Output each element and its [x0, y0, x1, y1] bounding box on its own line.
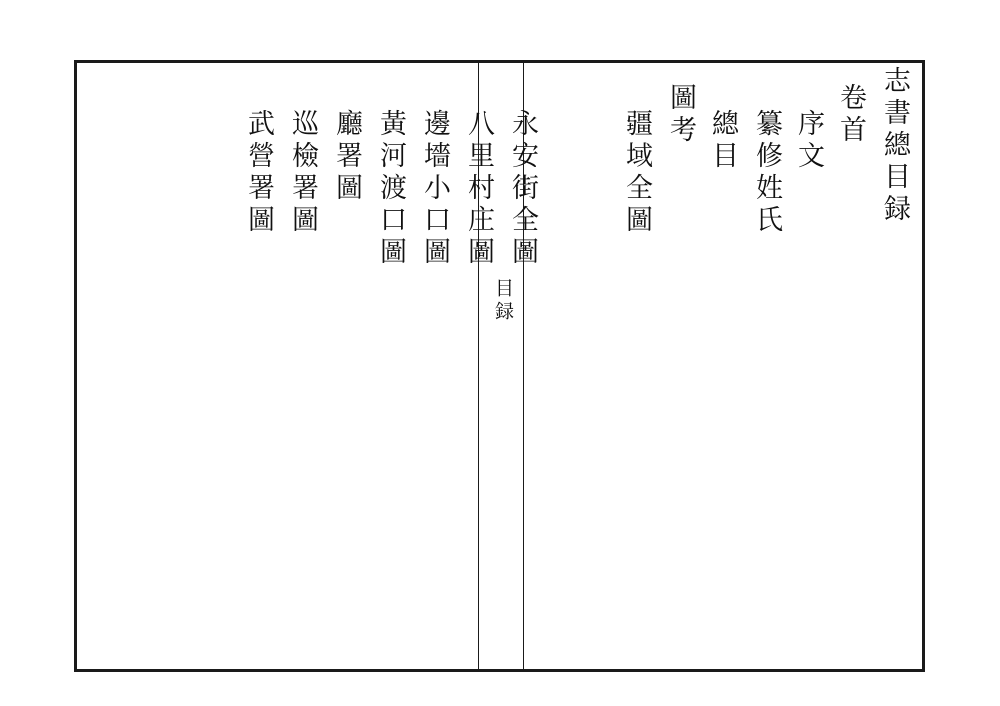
- toc-entry-xunjian-shu-tu: 巡檢署圖: [287, 109, 318, 237]
- toc-entry-tukao: 圖考: [665, 83, 696, 147]
- toc-entry-jiangyu-quantu: 疆域全圖: [621, 109, 652, 237]
- toc-entry-xuwen: 序文: [793, 109, 824, 173]
- gutter-label: 目録: [492, 278, 514, 324]
- toc-entry-bali-cunzhuang-tu: 八里村庄圖: [463, 109, 494, 269]
- document-title: 志書總目録: [879, 66, 910, 226]
- toc-entry-zuanxiu-xingshi: 纂修姓氏: [751, 109, 782, 237]
- toc-entry-zongmu: 總目: [707, 109, 738, 173]
- page-border-frame: [74, 60, 925, 672]
- toc-entry-huanghe-dukou-tu: 黃河渡口圖: [375, 109, 406, 269]
- toc-entry-juanshou: 卷首: [835, 83, 866, 147]
- toc-entry-yongan-jie-quantu: 永安街全圖: [507, 109, 538, 269]
- toc-entry-wuying-shu-tu: 武營署圖: [243, 109, 274, 237]
- toc-entry-tingshu-tu: 廳署圖: [331, 109, 362, 205]
- toc-entry-bianqiang-xiaokou-tu: 邊墻小口圖: [419, 109, 450, 269]
